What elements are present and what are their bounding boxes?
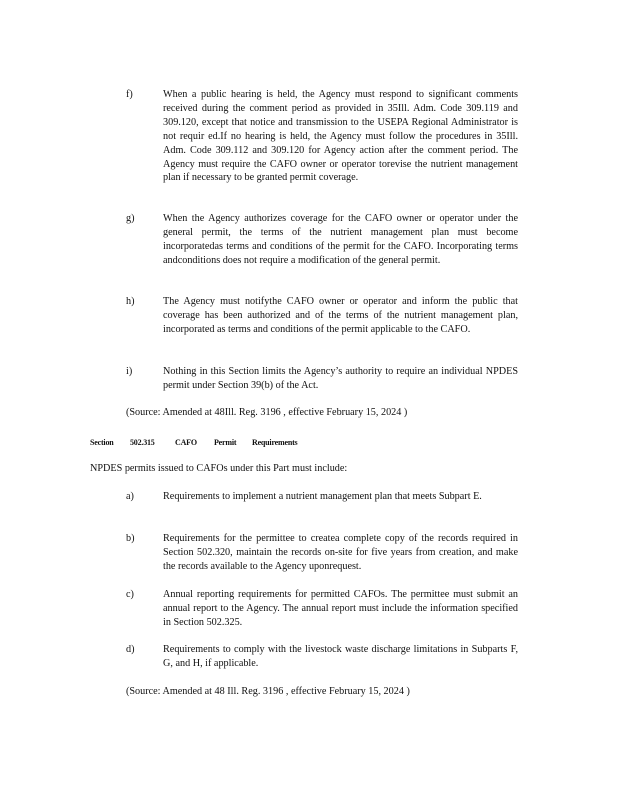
item-label: f)	[126, 89, 133, 100]
item-text: Annual reporting requirements for permitted CAFOs. The permittee must submit an annual report to the Agency. The annual report must include the information specified in Section 502.325.	[163, 589, 518, 628]
section-number: 502.315	[130, 438, 155, 447]
item-text: Requirements to implement a nutrient management plan that meets Subpart E.	[163, 491, 482, 502]
item-text: Requirements to comply with the livestock waste discharge limitations in Subparts F, G, and H, if applicable.	[163, 644, 518, 669]
paragraph-i	[126, 365, 518, 393]
item-label: a)	[126, 491, 134, 502]
item-text: Requirements for the permittee to createa complete copy of the records required in Section 502.320, maintain the records on-site for five years from creation, and make the records available to the Agency uponrequest.	[163, 533, 518, 572]
source-note: (Source: Amended at 48Ill. Reg. 3196 , effective February 15, 2024 )	[126, 407, 408, 418]
paragraph-b	[126, 532, 518, 574]
heading-word-cafo: CAFO	[175, 438, 197, 447]
item-text: When a public hearing is held, the Agency must respond to significant comments received during the comment period as provided in 35Ill. Adm. Code 309.119 and 309.120, except that notice and transmission to the USEPA Regional Administrator is not requir ed.If no hearing is held, the Agency must follow the procedures in 35Ill. Adm. Code 309.112 and 309.120 for Agency action after the comment period. The Agency must require the CAFO owner or operator torevise the nutrient management plan if necessary to be granted permit coverage.	[163, 89, 518, 184]
section-heading	[90, 436, 297, 450]
paragraph-f	[126, 88, 518, 185]
paragraph-g	[126, 212, 518, 268]
item-label: b)	[126, 533, 135, 544]
item-label: h)	[126, 296, 135, 307]
section-word: Section	[90, 438, 114, 447]
item-label: g)	[126, 213, 135, 224]
item-label: d)	[126, 644, 135, 655]
paragraph-h	[126, 295, 518, 337]
item-label: c)	[126, 589, 134, 600]
item-text: When the Agency authorizes coverage for the CAFO owner or operator under the general permit, the terms of the nutrient management plan must become incorporatedas terms and conditions of the permit for the CAFO. Incorporating terms andconditions does not require a modification of the general permit.	[163, 213, 518, 266]
item-label: i)	[126, 366, 133, 377]
paragraph-a	[126, 490, 518, 504]
heading-word-requirements: Requirements	[252, 438, 298, 447]
item-text: Nothing in this Section limits the Agency’s authority to require an individual NPDES permit under Section 39(b) of the Act.	[163, 366, 518, 391]
item-text: The Agency must notifythe CAFO owner or operator and inform the public that coverage has been authorized and of the terms of the nutrient management plan, incorporated as terms and conditions of the permit applicable to the CAFO.	[163, 296, 518, 335]
source-note: (Source: Amended at 48 Ill. Reg. 3196 , effective February 15, 2024 )	[126, 686, 410, 697]
paragraph-c	[126, 588, 518, 630]
heading-word-permit: Permit	[214, 438, 237, 447]
section-intro: NPDES permits issued to CAFOs under this Part must include:	[90, 463, 348, 474]
paragraph-d	[126, 643, 518, 671]
